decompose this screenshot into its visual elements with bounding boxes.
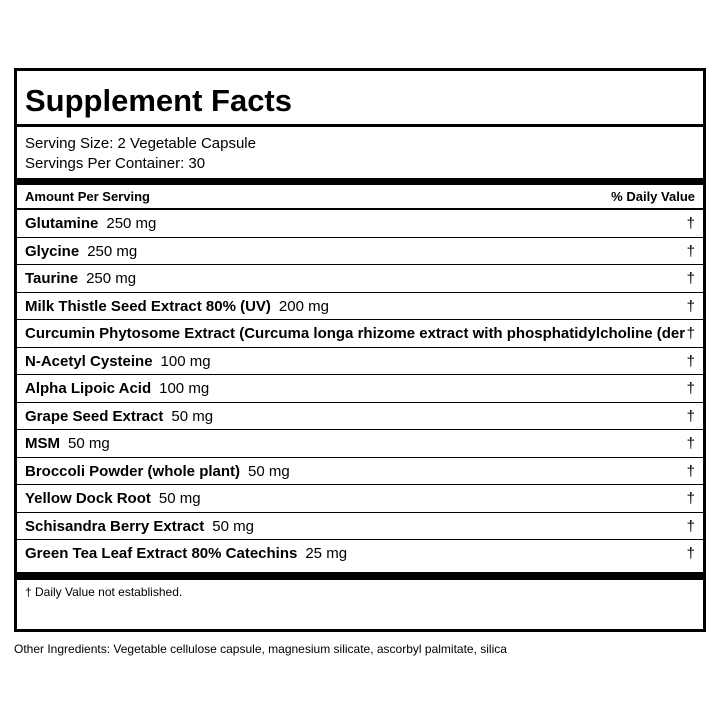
ingredient-name: Alpha Lipoic Acid bbox=[25, 380, 152, 397]
daily-value-label: % Daily Value bbox=[611, 189, 695, 204]
thick-divider-top bbox=[17, 178, 703, 185]
ingredient-amount: 250 mg bbox=[86, 270, 137, 287]
ingredient-amount: 50 mg bbox=[171, 407, 214, 425]
daily-value-footnote: † Daily Value not established. bbox=[25, 585, 183, 599]
ingredient-dv: † bbox=[686, 490, 695, 507]
ingredient-amount: 100 mg bbox=[160, 352, 211, 370]
ingredient-list bbox=[17, 210, 703, 568]
ingredient-name: Glutamine bbox=[25, 215, 99, 232]
ingredient-dv: † bbox=[686, 380, 695, 397]
ingredient-dv: † bbox=[686, 545, 695, 562]
ingredient-row bbox=[17, 210, 703, 238]
servings-per-container: Servings Per Container: 30 bbox=[25, 155, 206, 172]
ingredient-amount: 250 mg bbox=[106, 215, 157, 232]
thick-divider-bottom bbox=[17, 572, 703, 580]
ingredient-dv: † bbox=[686, 435, 695, 452]
ingredient-row bbox=[17, 430, 703, 458]
ingredient-row bbox=[17, 458, 703, 486]
ingredient-dv: † bbox=[686, 297, 695, 315]
ingredient-name: Schisandra Berry Extract bbox=[25, 517, 205, 535]
ingredient-dv: † bbox=[686, 517, 695, 535]
ingredient-dv: † bbox=[686, 407, 695, 425]
other-ingredients: Other Ingredients: Vegetable cellulose capsule, magnesium silicate, ascorbyl palmitate, silica bbox=[14, 642, 507, 656]
ingredient-row bbox=[17, 485, 703, 513]
serving-info bbox=[25, 134, 256, 174]
ingredient-dv: † bbox=[686, 325, 695, 342]
ingredient-name: Yellow Dock Root bbox=[25, 490, 151, 507]
ingredient-row bbox=[17, 540, 703, 568]
ingredient-dv: † bbox=[686, 242, 695, 260]
serving-size: Serving Size: 2 Vegetable Capsule bbox=[25, 135, 256, 152]
ingredient-name: Curcumin Phytosome Extract (Curcuma longa rhizome extract with phosphatidylcholine (der bbox=[25, 325, 686, 342]
column-header bbox=[25, 189, 695, 207]
panel-title: Supplement Facts bbox=[25, 83, 292, 118]
ingredient-name: Green Tea Leaf Extract 80% Catechins bbox=[25, 545, 298, 562]
ingredient-dv: † bbox=[686, 462, 695, 480]
ingredient-amount: 200 mg bbox=[278, 297, 329, 315]
ingredient-name: Taurine bbox=[25, 270, 79, 287]
ingredient-amount: 50 mg bbox=[212, 517, 254, 535]
ingredient-name: Milk Thistle Seed Extract 80% (UV) bbox=[25, 297, 271, 315]
ingredient-dv: † bbox=[686, 215, 695, 232]
ingredient-row bbox=[17, 403, 703, 431]
ingredient-row bbox=[17, 320, 703, 348]
title-divider bbox=[17, 124, 703, 127]
ingredient-dv: † bbox=[686, 352, 695, 370]
ingredient-amount: 50 mg bbox=[68, 435, 110, 452]
ingredient-name: N-Acetyl Cysteine bbox=[25, 352, 153, 370]
ingredient-name: Grape Seed Extract bbox=[25, 407, 164, 425]
ingredient-name: Broccoli Powder (whole plant) bbox=[25, 462, 241, 480]
ingredient-row bbox=[17, 348, 703, 376]
ingredient-amount: 250 mg bbox=[87, 242, 138, 260]
ingredient-amount: 100 mg bbox=[159, 380, 210, 397]
amount-per-serving-label: Amount Per Serving bbox=[25, 189, 150, 204]
supplement-facts-panel bbox=[14, 68, 706, 632]
ingredient-dv: † bbox=[686, 270, 695, 287]
ingredient-row bbox=[17, 375, 703, 403]
ingredient-row bbox=[17, 238, 703, 266]
ingredient-row bbox=[17, 293, 703, 321]
ingredient-row bbox=[17, 265, 703, 293]
ingredient-row bbox=[17, 513, 703, 541]
ingredient-name: MSM bbox=[25, 435, 60, 452]
ingredient-amount: 50 mg bbox=[248, 462, 290, 480]
ingredient-name: Glycine bbox=[25, 242, 80, 260]
ingredient-amount: 50 mg bbox=[158, 490, 201, 507]
ingredient-amount: 25 mg bbox=[305, 545, 348, 562]
